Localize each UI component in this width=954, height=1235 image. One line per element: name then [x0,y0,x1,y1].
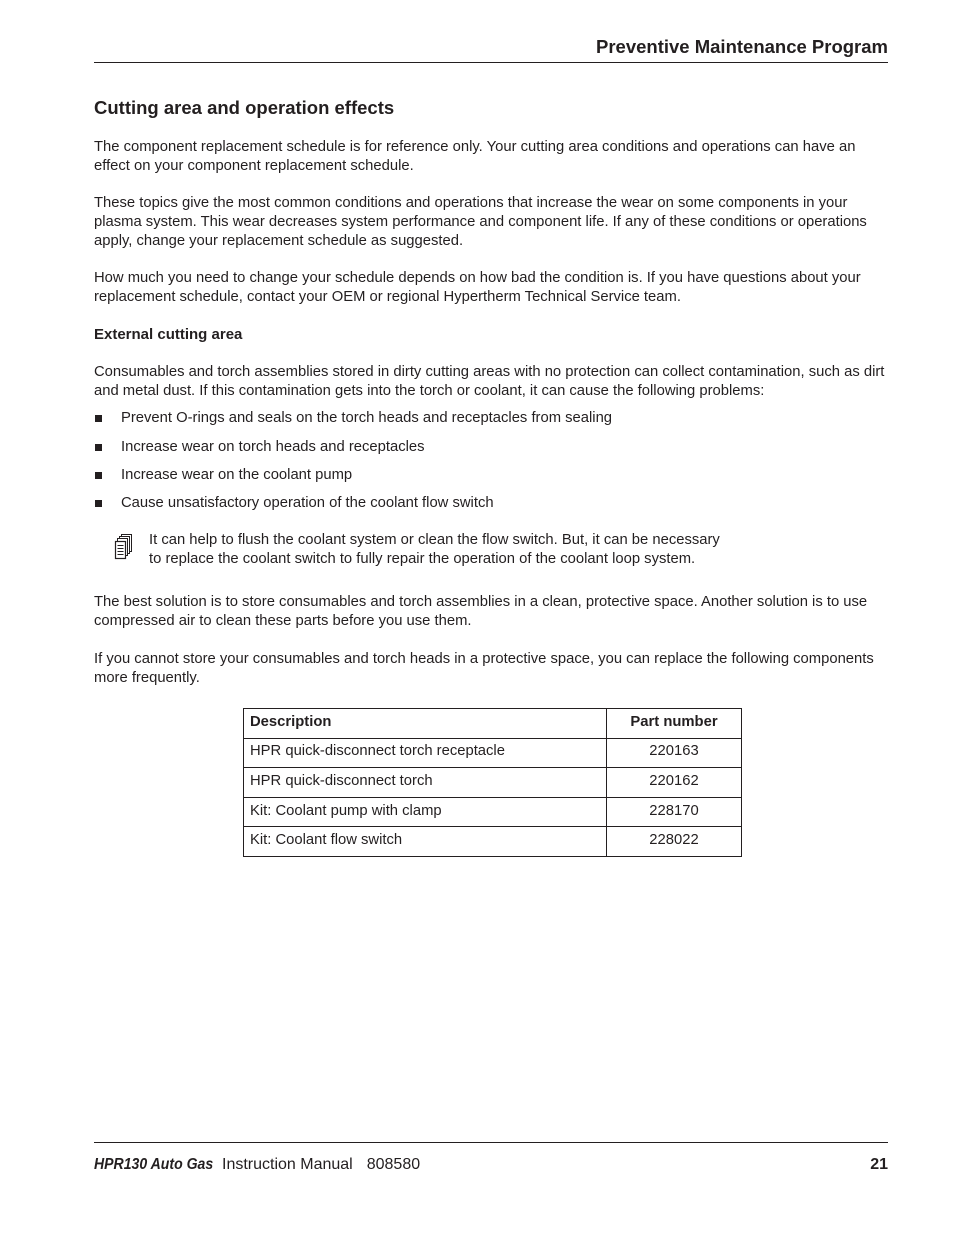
table-cell-part-number: 220162 [607,768,742,798]
paragraph-line: effect on your component replacement schedule. [94,158,414,174]
footer-product-name: HPR130 Auto Gas [94,1156,214,1173]
table-row [244,768,742,798]
bullet-item [121,438,425,457]
footer-rule [94,1142,888,1143]
square-bullet-icon [95,444,102,451]
table-cell-description: HPR quick-disconnect torch [244,768,607,798]
footer-document-info [222,1155,420,1175]
paragraph-line: plasma system. This wear decreases system performance and component life. If any of these conditions or operations [94,214,867,230]
paragraph-line: replacement schedule, contact your OEM or regional Hypertherm Technical Service team. [94,289,681,305]
paragraph-line: and metal dust. If this contamination gets into the torch or coolant, it can cause the following problems: [94,383,765,399]
paragraph-line: How much you need to change your schedule depends on how bad the condition is. If you have questions about your [94,270,861,286]
parts-table [243,708,742,857]
footer-document-title: Instruction Manual [222,1156,353,1173]
paragraph-line: compressed air to clean these parts before you use them. [94,613,472,629]
table-cell-description: Kit: Coolant pump with clamp [244,797,607,827]
running-header-title: Preventive Maintenance Program [596,36,888,57]
square-bullet-icon [95,472,102,479]
paragraph-line: The component replacement schedule is for reference only. Your cutting area conditions and operations can have an [94,139,856,155]
paragraph-line: These topics give the most common conditions and operations that increase the wear on some components in your [94,195,848,211]
table-cell-description: HPR quick-disconnect torch receptacle [244,738,607,768]
paragraph-line: If you cannot store your consumables and torch heads in a protective space, you can replace the following components [94,651,874,667]
note-line: to replace the coolant switch to fully repair the operation of the coolant loop system. [149,551,696,567]
paragraph-line: The best solution is to store consumables and torch assemblies in a clean, protective space. Another solution is to use [94,594,868,610]
table-header-part-number: Part number [607,709,742,739]
bullet-text: Prevent O-rings and seals on the torch heads and receptacles from sealing [121,410,613,426]
footer-document-number: 808580 [366,1156,421,1173]
section-heading: Cutting area and operation effects [94,97,395,118]
paragraph [94,138,855,176]
paragraph [94,194,867,251]
paragraph-line: Consumables and torch assemblies stored in dirty cutting areas with no protection can collect contamination, such as dirt [94,364,885,380]
table-header-description: Description [244,709,607,739]
bullet-item [121,494,494,513]
table-row [244,827,742,857]
header-rule [94,62,888,63]
bullet-text: Increase wear on torch heads and receptacles [121,439,425,455]
table-header-row [244,709,742,739]
page-number: 21 [870,1156,888,1173]
table-cell-part-number: 228022 [607,827,742,857]
table-cell-part-number: 220163 [607,738,742,768]
paragraph [94,593,867,631]
paragraph [94,269,861,307]
table-row [244,738,742,768]
subsection-heading: External cutting area [94,326,243,343]
table-row [244,797,742,827]
paragraph [94,363,884,401]
bullet-text: Cause unsatisfactory operation of the coolant flow switch [121,495,494,511]
note-icon [113,534,133,560]
note-text [149,531,720,569]
bullet-item [121,409,612,428]
paragraph-line: apply, change your replacement schedule as suggested. [94,233,464,249]
square-bullet-icon [95,415,102,422]
table-cell-part-number: 228170 [607,797,742,827]
square-bullet-icon [95,500,102,507]
table-cell-description: Kit: Coolant flow switch [244,827,607,857]
bullet-item [121,466,352,485]
paragraph [94,650,874,688]
note-line: It can help to flush the coolant system or clean the flow switch. But, it can be necessary [149,532,720,548]
paragraph-line: more frequently. [94,670,200,686]
bullet-text: Increase wear on the coolant pump [121,467,353,483]
